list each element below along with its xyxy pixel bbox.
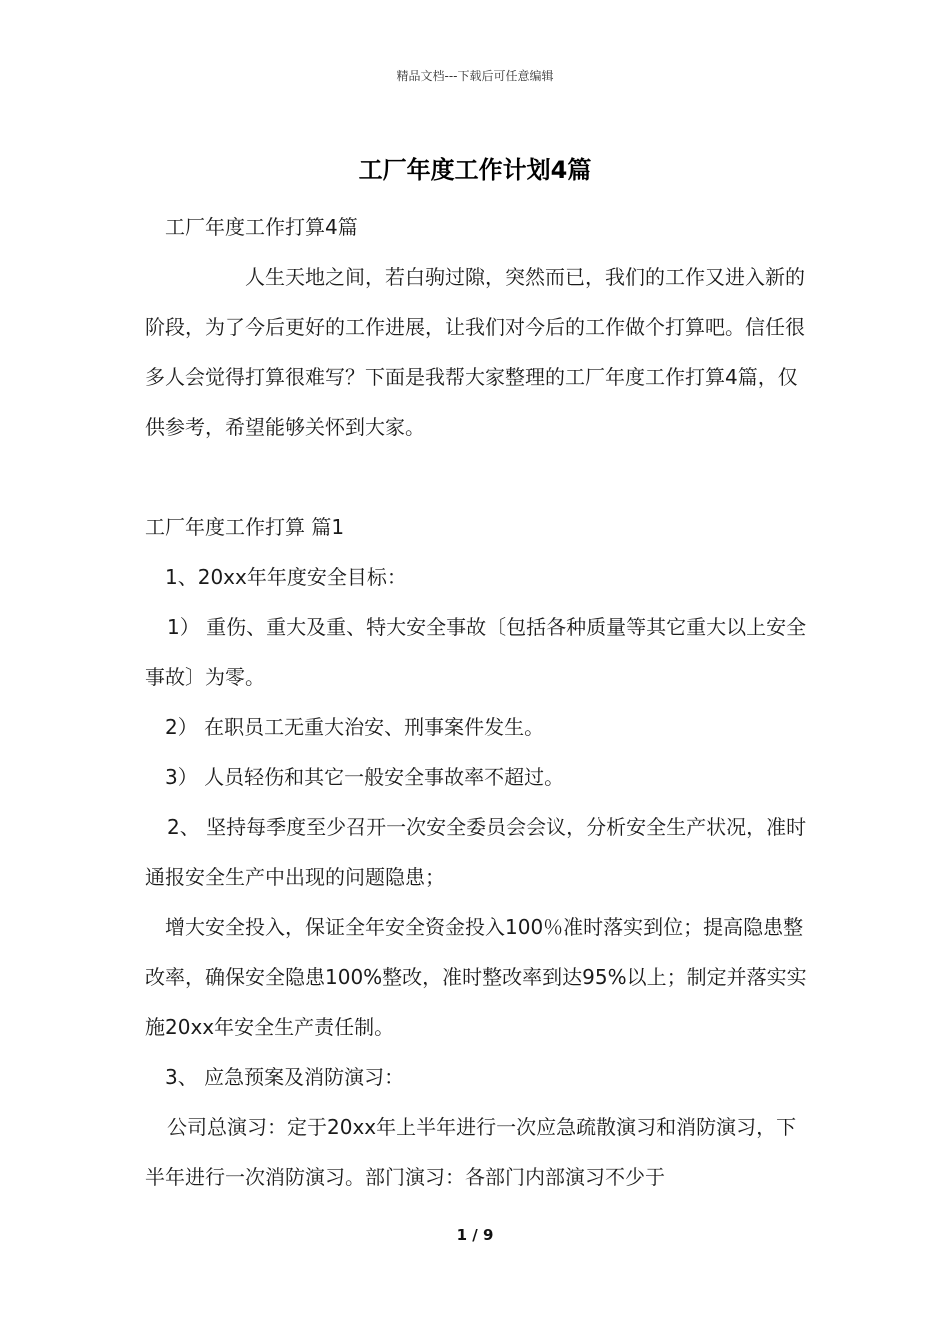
list-item: 2） 在职员工无重大治安、刑事案件发生。	[165, 715, 545, 739]
list-item: 3、 应急预案及消防演习：	[165, 1065, 405, 1089]
page-header: 精品文档---下载后可任意编辑	[396, 69, 554, 83]
list-item: 2、 坚持每季度至少召开一次安全委员会会议，分析安全生产状况，准时通报安全生产中出现的问题隐患；	[145, 815, 807, 889]
document-body	[145, 202, 810, 1202]
list-item: 1） 重伤、重大及重、特大安全事故〔包括各种质量等其它重大以上安全事故〕为零。	[145, 615, 807, 689]
section-heading: 工厂年度工作打算 篇1	[145, 515, 345, 539]
list-item: 3） 人员轻伤和其它一般安全事故率不超过。	[165, 765, 565, 789]
body-paragraph: 公司总演习：定于20xx年上半年进行一次应急疏散演习和消防演习，下半年进行一次消防演习。部门演习：各部门内部演习不少于	[145, 1115, 797, 1189]
subtitle-paragraph: 工厂年度工作打算4篇	[165, 215, 358, 239]
document-title: 工厂年度工作计划4篇	[358, 156, 592, 184]
paragraph-spacer	[145, 452, 810, 502]
intro-paragraph: 人生天地之间，若白驹过隙，突然而已，我们的工作又进入新的阶段，为了今后更好的工作进展，让我们对今后的工作做个打算吧。信任很多人会觉得打算很难写？下面是我帮大家整理的工厂年度工作打算4篇，仅供参考，希望能够关怀到大家。	[145, 265, 805, 439]
page-number: 1 / 9	[456, 1226, 494, 1244]
list-item: 1、20xx年年度安全目标：	[165, 565, 407, 589]
body-paragraph: 增大安全投入，保证全年安全资金投入100％准时落实到位；提高隐患整改率，确保安全隐患100%整改，准时整改率到达95%以上；制定并落实实施20xx年安全生产责任制。	[145, 915, 807, 1039]
